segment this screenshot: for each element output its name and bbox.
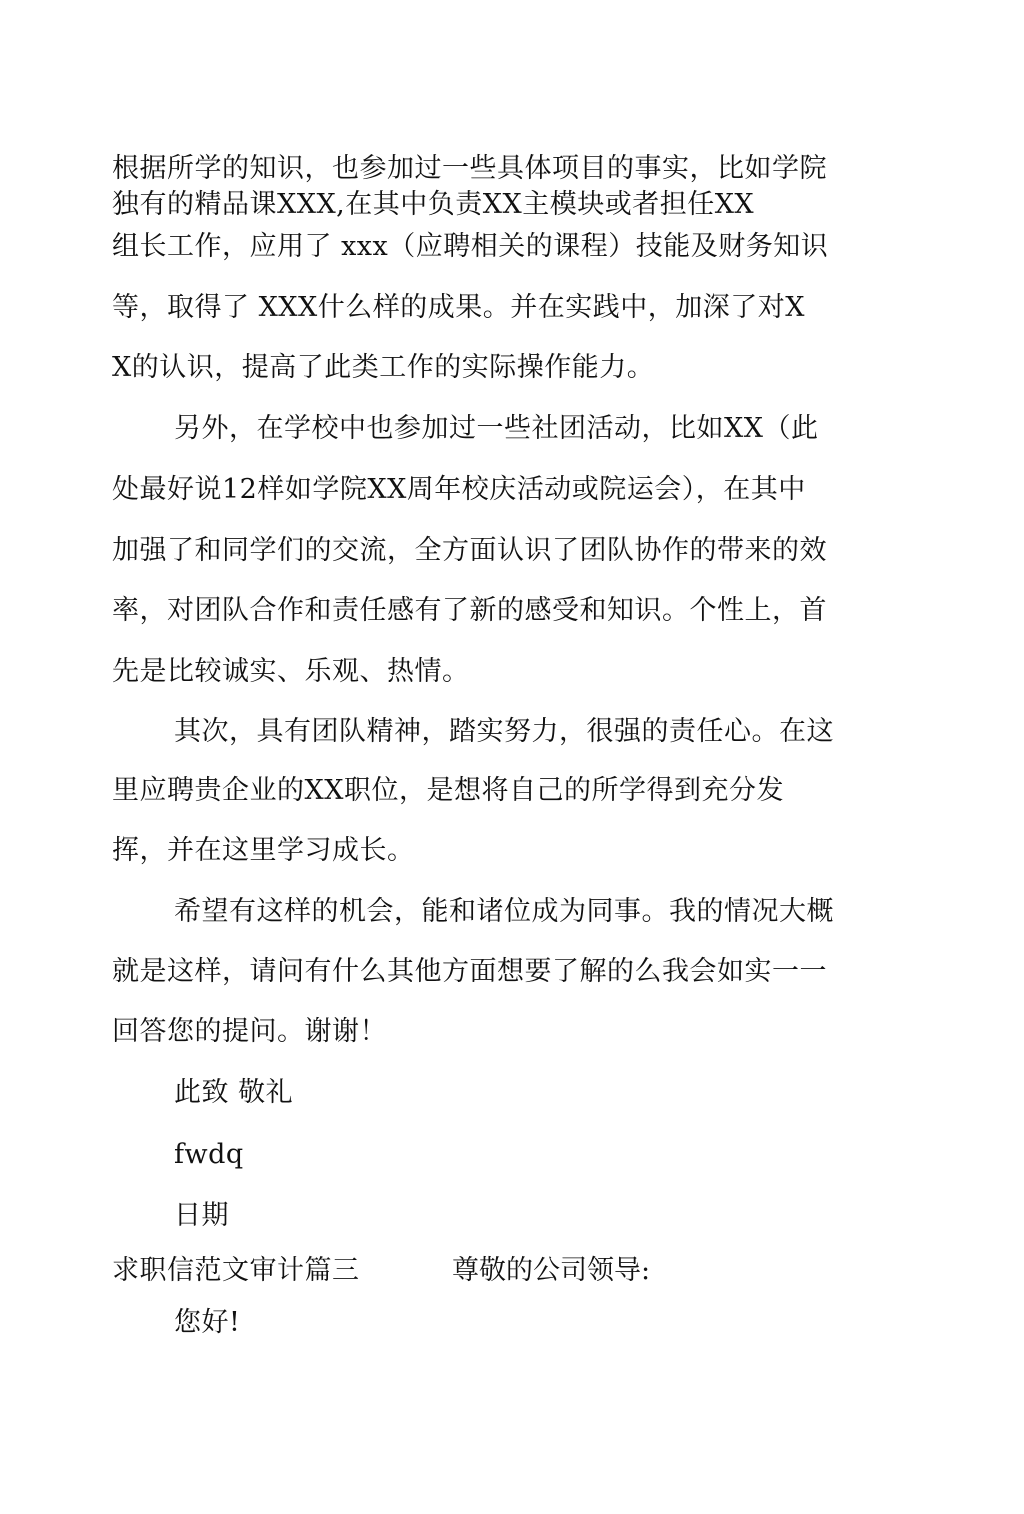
- greeting: 您好!: [174, 1307, 241, 1338]
- paragraph-1-line-2: 独有的精品课XXX,在其中负责XX主模块或者担任XX: [112, 189, 755, 220]
- paragraph-1-line-5: X的认识，提高了此类工作的实际操作能力。: [112, 352, 655, 383]
- paragraph-1-line-1: 根据所学的知识，也参加过一些具体项目的事实，比如学院: [112, 153, 827, 184]
- signature: fwdq: [174, 1139, 244, 1170]
- paragraph-2-line-3: 加强了和同学们的交流，全方面认识了团队协作的带来的效: [112, 535, 827, 566]
- paragraph-2-line-4: 率，对团队合作和责任感有了新的感受和知识。个性上，首: [112, 595, 827, 626]
- addressee: 尊敬的公司领导:: [452, 1255, 651, 1286]
- date-label: 日期: [174, 1200, 229, 1231]
- paragraph-4-line-2: 就是这样，请问有什么其他方面想要了解的么我会如实一一: [112, 956, 827, 987]
- closing-salutation: 此致 敬礼: [174, 1077, 294, 1108]
- paragraph-3-line-1: 其次，具有团队精神，踏实努力，很强的责任心。在这: [174, 716, 834, 747]
- paragraph-2-line-2: 处最好说12样如学院XX周年校庆活动或院运会），在其中: [112, 474, 806, 505]
- paragraph-1-line-4: 等，取得了 XXX什么样的成果。并在实践中，加深了对X: [112, 292, 805, 323]
- paragraph-4-line-1: 希望有这样的机会，能和诸位成为同事。我的情况大概: [174, 896, 834, 927]
- paragraph-2-line-1: 另外，在学校中也参加过一些社团活动，比如XX（此: [174, 413, 819, 444]
- paragraph-3-line-3: 挥，并在这里学习成长。: [112, 835, 415, 866]
- paragraph-1-line-3: 组长工作，应用了 xxx（应聘相关的课程）技能及财务知识: [112, 231, 829, 262]
- section-title: 求职信范文审计篇三: [112, 1255, 360, 1286]
- paragraph-3-line-2: 里应聘贵企业的XX职位，是想将自己的所学得到充分发: [112, 775, 784, 806]
- paragraph-2-line-5: 先是比较诚实、乐观、热情。: [112, 656, 470, 687]
- paragraph-4-line-3: 回答您的提问。谢谢！: [112, 1016, 387, 1047]
